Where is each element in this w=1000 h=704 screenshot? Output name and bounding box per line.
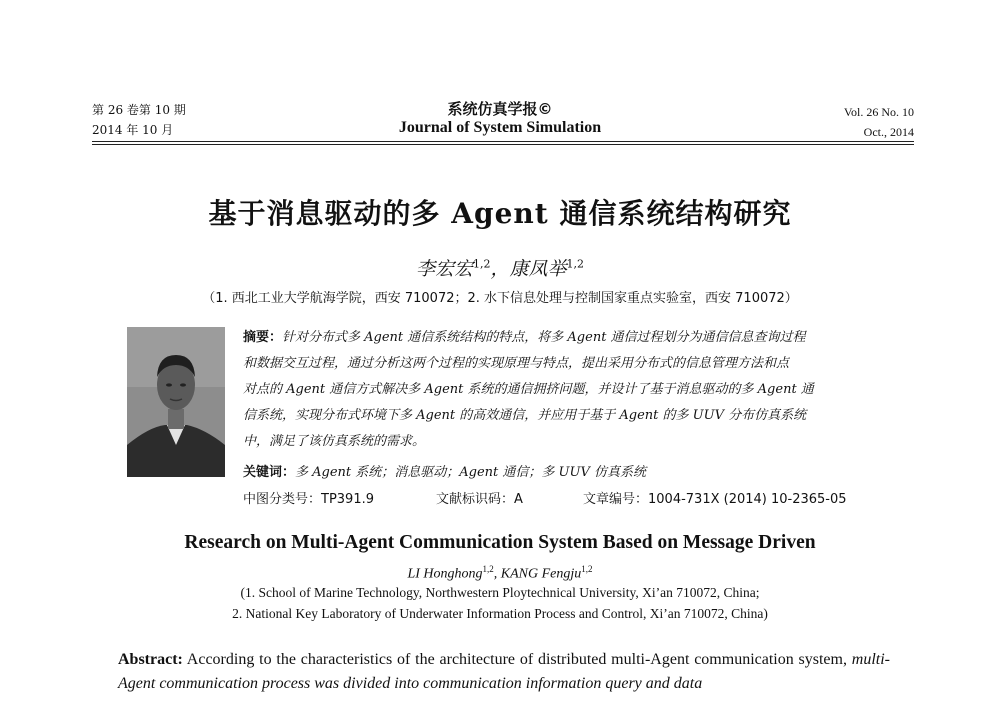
abstract-en (118, 648, 890, 696)
author-affil-sup: 1,2 (566, 257, 585, 271)
date-zh: 2014 年 10 月 (92, 123, 174, 137)
abstract-zh-text: 针对分布式多 Agent 通信系统结构的特点，将多 Agent 通信过程划分为通信信息查询过程 (282, 330, 806, 345)
author-name: LI Honghong (407, 566, 483, 582)
abstract-en-text: According to the characteristics of the architecture of distributed multi-Agent communication system, (182, 651, 852, 668)
header-rule-top (92, 141, 914, 142)
abstract-zh-label: 摘要： (243, 330, 283, 345)
affiliation-zh: （1. 西北工业大学航海学院，西安 710072；2. 水下信息处理与控制国家重点实验室，西安 710072） (202, 291, 798, 306)
volume-issue-zh: 第 26 卷第 10 期 (92, 103, 186, 117)
document-code: 文献标识码：A (436, 492, 523, 507)
author-name: 康凤举 (509, 258, 567, 280)
author-name: KANG Fengju (500, 566, 582, 582)
affiliation-en-line1: (1. School of Marine Technology, Northwestern Ploytechnical University, Xi’an 710072, China; (240, 585, 760, 600)
author-affil-sup: 1,2 (472, 257, 491, 271)
abstract-en-italic-text: multi-Agent communication process was divided into communication information query and data (118, 651, 890, 692)
paper-title-en: Research on Multi-Agent Communication System Based on Message Driven (184, 532, 816, 553)
paper-title-zh: 基于消息驱动的多 Agent 通信系统结构研究 (208, 197, 792, 230)
header-rule-bottom (92, 144, 914, 145)
affiliation-en-line2: 2. National Key Laboratory of Underwater Information Process and Control, Xi’an 710072, China) (232, 606, 768, 621)
keywords-zh-label: 关键词： (243, 465, 296, 480)
volume-issue-en: Vol. 26 No. 10 (843, 105, 914, 119)
keywords-zh-text: 多 Agent 系统；消息驱动；Agent 通信；多 UUV 仿真系统 (295, 465, 646, 480)
abstract-zh-line: 信系统，实现分布式环境下多 Agent 的高效通信，并应用于基于 Agent 的多 UUV 分布仿真系统 (243, 408, 807, 423)
abstract-zh-line (243, 325, 913, 351)
portrait-image (127, 327, 225, 477)
date-en: Oct., 2014 (863, 125, 914, 139)
article-number: 文章编号：1004-731X (2014) 10-2365-05 (583, 492, 847, 507)
abstract-en-label: Abstract: (118, 651, 183, 668)
journal-title-en: Journal of System Simulation (398, 119, 602, 136)
author-photo (127, 327, 225, 477)
author-affil-sup: 1,2 (581, 564, 593, 574)
authors-en (0, 564, 1000, 583)
clc-number: 中图分类号：TP391.9 (243, 492, 374, 507)
authors-zh (0, 254, 1000, 281)
author-name: 李宏宏 (415, 258, 473, 280)
author-separator: ， (490, 258, 510, 280)
journal-title-zh: 系统仿真学报© (447, 100, 553, 118)
abstract-zh-line: 对点的 Agent 通信方式解决多 Agent 系统的通信拥挤问题，并设计了基于消息驱动的多 Agent 通 (243, 382, 814, 397)
keywords-zh (243, 461, 646, 480)
abstract-zh-line: 中，满足了该仿真系统的需求。 (243, 434, 426, 449)
author-separator: , (493, 566, 501, 582)
abstract-zh-line: 和数据交互过程，通过分析这两个过程的实现原理与特点，提出采用分布式的信息管理方法和点 (243, 356, 790, 371)
author-affil-sup: 1,2 (482, 564, 494, 574)
